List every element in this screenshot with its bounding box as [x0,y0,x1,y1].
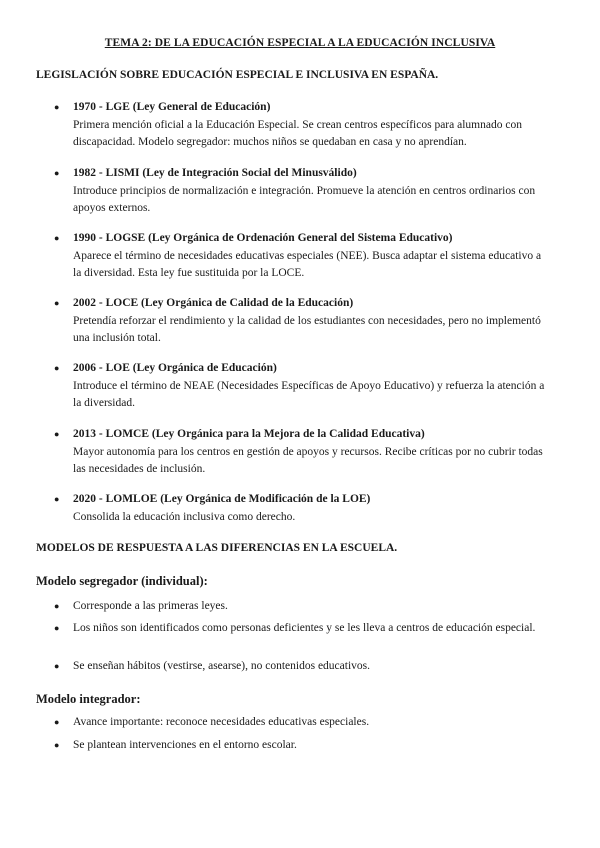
bullet-icon: ● [54,717,60,727]
list-item-text: Avance importante: reconoce necesidades educativas especiales. [73,716,370,728]
law-item-loce [52,295,552,348]
bullet-icon: ● [54,494,60,504]
law-title: 2002 - LOCE (Ley Orgánica de Calidad de la Educación) [73,297,354,309]
law-item-logse [52,230,552,283]
law-description: Consolida la educación inclusiva como derecho. [73,510,296,523]
law-description: Pretendía reforzar el rendimiento y la calidad de los estudiantes con necesidades, pero no implementó una inclusión total. [73,314,541,344]
bullet-icon: ● [54,601,60,611]
list-item [52,737,552,754]
bullet-icon: ● [54,233,60,243]
law-item-loe [52,360,552,413]
bullet-icon: ● [54,102,60,112]
bullet-icon: ● [54,740,60,750]
law-title: 1970 - LGE (Ley General de Educación) [73,101,271,113]
law-title: 2006 - LOE (Ley Orgánica de Educación) [73,362,277,374]
bullet-icon: ● [54,623,60,633]
list-item [52,658,552,675]
section-heading-legislation: LEGISLACIÓN SOBRE EDUCACIÓN ESPECIAL E INCLUSIVA EN ESPAÑA. [36,69,439,81]
law-description: Introduce el término de NEAE (Necesidades Específicas de Apoyo Educativo) y refuerza la atención a la diversidad. [73,379,545,409]
section-heading-models: MODELOS DE RESPUESTA A LAS DIFERENCIAS EN LA ESCUELA. [36,542,398,554]
bullet-icon: ● [54,298,60,308]
law-description: Aparece el término de necesidades educativas especiales (NEE). Busca adaptar el sistema educativo a la diversidad. Esta ley fue sustituida por la LOCE. [73,249,542,279]
law-description: Introduce principios de normalización e integración. Promueve la atención en centros ordinarios con apoyos externos. [73,184,536,214]
subheading-integrador: Modelo integrador: [36,692,141,706]
subheading-segregador: Modelo segregador (individual): [36,574,208,588]
bullet-icon: ● [54,168,60,178]
law-title: 1990 - LOGSE (Ley Orgánica de Ordenación General del Sistema Educativo) [73,232,453,244]
law-item-lomloe [52,491,552,526]
bullet-icon: ● [54,429,60,439]
list-item [52,620,552,637]
list-item-text: Corresponde a las primeras leyes. [73,600,228,612]
law-title: 1982 - LISMI (Ley de Integración Social del Minusválido) [73,167,357,179]
bullet-icon: ● [54,661,60,671]
law-item-lomce [52,426,552,479]
list-item-text: Se enseñan hábitos (vestirse, asearse), no contenidos educativos. [73,660,370,672]
list-item-text: Los niños son identificados como personas deficientes y se les lleva a centros de educación especial. [73,622,536,634]
list-item [52,714,552,731]
bullet-icon: ● [54,363,60,373]
page-title: TEMA 2: DE LA EDUCACIÓN ESPECIAL A LA EDUCACIÓN INCLUSIVA [104,37,496,49]
law-item-lismi [52,165,552,218]
law-title: 2020 - LOMLOE (Ley Orgánica de Modificación de la LOE) [73,493,371,505]
law-description: Mayor autonomía para los centros en gestión de apoyos y recursos. Recibe críticas por no cubrir todas las necesidades de inclusión. [73,445,543,475]
law-title: 2013 - LOMCE (Ley Orgánica para la Mejora de la Calidad Educativa) [73,428,425,440]
list-item [52,598,552,615]
list-item-text: Se plantean intervenciones en el entorno escolar. [73,739,297,751]
law-description: Primera mención oficial a la Educación Especial. Se crean centros específicos para alumnado con discapacidad. Modelo segregador: muchos niños se quedaban en casa y no aprendían. [73,118,522,148]
law-item-lge [52,99,552,152]
